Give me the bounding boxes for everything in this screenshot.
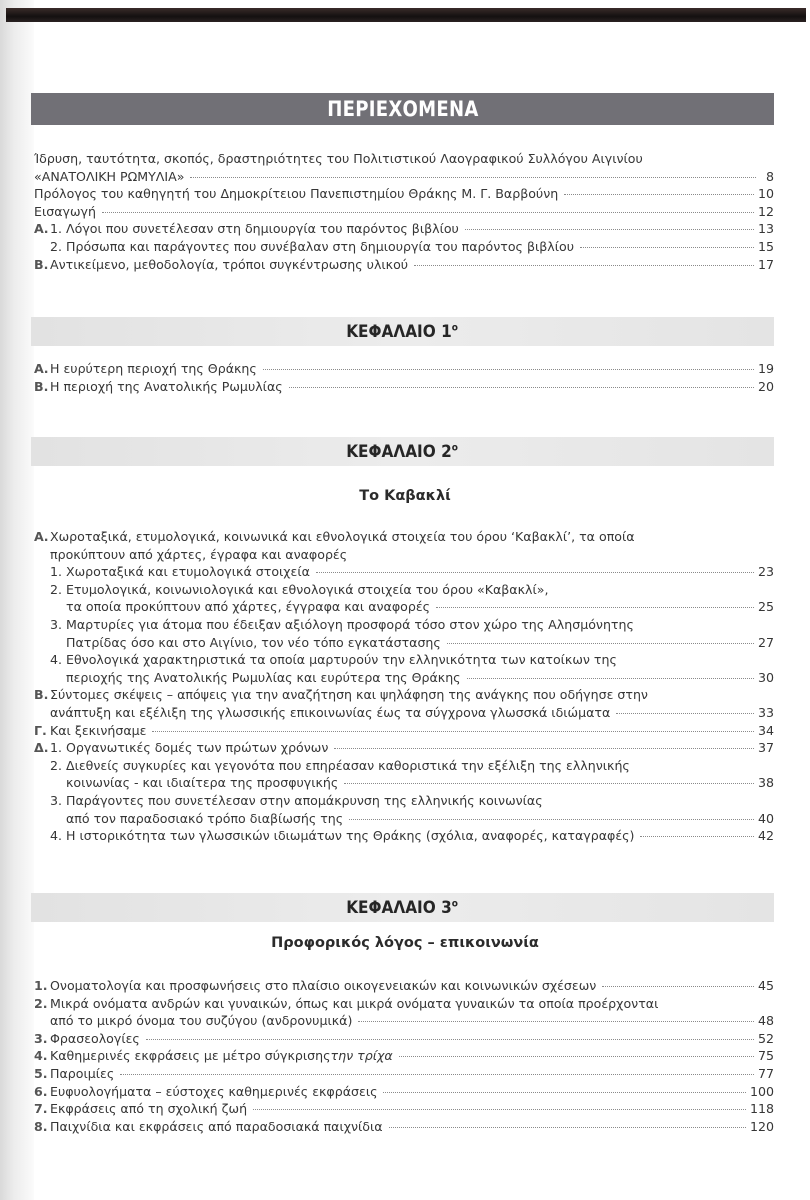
toc-dot-leader [640, 836, 754, 837]
toc-entry-text: Εισαγωγή [34, 203, 96, 219]
toc-page-number: 10 [757, 186, 774, 202]
toc-entry-line[interactable] [34, 757, 774, 775]
toc-entry-text: Αντικείμενο, μεθοδολογία, τρόποι συγκέντρωσης υλικού [50, 256, 409, 272]
toc-entry-text: Η ευρύτερη περιοχή της Θράκης [50, 361, 257, 376]
toc-page-number: 8 [765, 168, 774, 184]
toc-entry-line[interactable] [34, 810, 774, 828]
toc-dot-leader [316, 572, 754, 573]
toc-entry-text: Ονοματολογία και προσφωνήσεις στο πλαίσιο οικογενειακών και κοινωνικών σχέσεων [50, 978, 597, 993]
toc-page-number: 52 [757, 1030, 774, 1046]
toc-entry-text: Εθνολογικά χαρακτηριστικά τα οποία μαρτυρούν την ελληνικότητα των κατοίκων της [66, 652, 617, 668]
toc-entry-line[interactable] [34, 168, 774, 186]
toc-page-number: 15 [757, 238, 774, 254]
toc-page-number: 19 [757, 361, 774, 376]
toc-entry-line[interactable] [34, 977, 774, 995]
toc-entry-label: Β. [34, 256, 49, 272]
toc-entry-label: 3. [34, 1030, 48, 1046]
toc-dot-leader [436, 607, 754, 608]
toc-entry-number: 1. [50, 564, 63, 580]
toc-dot-leader [344, 783, 754, 784]
toc-dot-leader [263, 369, 754, 370]
toc-entry-label: 7. [34, 1101, 48, 1117]
chapter-1-band [31, 317, 774, 346]
toc-entry-label: Δ. [34, 740, 49, 756]
page-binding-shadow [0, 0, 34, 1200]
toc-entry-italic-text: την τρίχα [330, 1048, 393, 1064]
toc-entry-line[interactable] [34, 1065, 774, 1083]
toc-entry-line[interactable] [34, 238, 774, 256]
toc-entry-label: 8. [34, 1118, 48, 1134]
toc-chapter-2-section [34, 528, 774, 845]
toc-entry-line[interactable] [34, 1012, 774, 1030]
chapter-3-band [31, 893, 774, 922]
toc-entry-label: Α. [34, 221, 49, 237]
toc-entry-number: 3. [50, 616, 63, 632]
toc-dot-leader [399, 1056, 754, 1057]
toc-entry-number: 2. [50, 238, 63, 254]
toc-entry-text: Εκφράσεις από τη σχολική ζωή [50, 1101, 248, 1117]
toc-dot-leader [447, 643, 754, 644]
toc-page-number: 75 [757, 1048, 774, 1064]
chapter-3-heading: ΚΕΦΑΛΑΙΟ $3^o$ [346, 897, 459, 918]
toc-entry-number: 4. [50, 828, 63, 844]
chapter-2-subtitle: Το Καβακλί [359, 488, 451, 504]
toc-entry-line[interactable] [34, 150, 774, 168]
toc-dot-leader [383, 1092, 745, 1093]
toc-chapter-1-section [34, 360, 774, 395]
toc-page-number: 77 [757, 1065, 774, 1081]
toc-entry-text: Παράγοντες που συνετέλεσαν στην απομάκρυνση της ελληνικής κοινωνίας [66, 792, 543, 808]
toc-entry-line[interactable] [34, 1100, 774, 1118]
toc-entry-line[interactable] [34, 792, 774, 810]
toc-dot-leader [564, 194, 754, 195]
toc-entry-number: 1. [50, 740, 63, 756]
toc-page-number: 118 [749, 1101, 774, 1117]
toc-entry-line[interactable] [34, 546, 774, 564]
toc-entry-text: Η περιοχή της Ανατολικής Ρωμυλίας [50, 378, 283, 394]
toc-entry-number: 2. [50, 581, 63, 597]
toc-dot-leader [414, 265, 754, 266]
toc-entry-line[interactable] [34, 220, 774, 238]
toc-entry-label: 6. [34, 1083, 48, 1099]
toc-entry-line[interactable] [34, 669, 774, 687]
toc-entry-number: 3. [50, 792, 63, 808]
toc-entry-line[interactable] [34, 563, 774, 581]
toc-entry-text: «ΑΝΑΤΟΛΙΚΗ ΡΩΜΥΛΙΑ» [34, 168, 185, 184]
toc-entry-text: Ίδρυση, ταυτότητα, σκοπός, δραστηριότητες του Πολιτιστικού Λαογραφικού Συλλόγου Αιγινίου [34, 151, 643, 166]
toc-entry-text: Χωροταξικά, ετυμολογικά, κοινωνικά και εθνολογικά στοιχεία του όρου ‘Καβακλί’, τα οποία [50, 529, 635, 544]
toc-dot-leader [120, 1074, 754, 1075]
chapter-2-band [31, 437, 774, 466]
toc-page-number: 120 [749, 1118, 774, 1134]
toc-page-number: 38 [757, 775, 774, 791]
toc-chapter-3-section [34, 977, 774, 1135]
toc-entry-text: Πατρίδας όσο και στο Αιγίνιο, τον νέο τόπο εγκατάστασης [66, 634, 441, 650]
toc-page-number: 45 [757, 978, 774, 993]
toc-entry-text: Μικρά ονόματα ανδρών και γυναικών, όπως και μικρά ονόματα γυναικών τα οποία προέρχονται [50, 995, 659, 1011]
toc-entry-label: Β. [34, 687, 49, 703]
toc-entry-text: προκύπτουν από χάρτες, έγραφα και αναφορές [50, 546, 348, 562]
toc-entry-text: Χωροταξικά και ετυμολογικά στοιχεία [66, 564, 310, 580]
toc-entry-line[interactable] [34, 581, 774, 599]
toc-page-number: 20 [757, 378, 774, 394]
toc-page-number: 48 [757, 1013, 774, 1029]
toc-entry-text: Και ξεκινήσαμε [50, 722, 147, 738]
toc-dot-leader [465, 229, 754, 230]
toc-entry-text: Παιχνίδια και εκφράσεις από παραδοσιακά παιχνίδια [50, 1118, 383, 1134]
toc-entry-text: περιοχής της Ανατολικής Ρωμυλίας και ευρύτερα της Θράκης [66, 669, 461, 685]
toc-entry-number: 2. [50, 757, 63, 773]
toc-entry-text: Καθημερινές εκφράσεις με μέτρο σύγκρισης [50, 1048, 331, 1064]
toc-page-number: 25 [757, 599, 774, 615]
toc-dot-leader [616, 713, 754, 714]
toc-entry-text: Μαρτυρίες για άτομα που έδειξαν αξιόλογη προσφορά τόσο στον χώρο της Αλησμόνητης [66, 616, 634, 632]
toc-entry-label: Γ. [34, 722, 47, 738]
contents-title-band [31, 93, 774, 125]
toc-entry-text: Λόγοι που συνετέλεσαν στη δημιουργία του παρόντος βιβλίου [66, 221, 459, 237]
toc-page-number: 27 [757, 634, 774, 650]
toc-entry-line[interactable] [34, 1030, 774, 1048]
toc-entry-line[interactable] [34, 827, 774, 845]
toc-entry-line[interactable] [34, 203, 774, 221]
scan-top-edge [6, 8, 806, 22]
toc-entry-label: Α. [34, 529, 49, 544]
toc-dot-leader [152, 731, 754, 732]
toc-entry-text: Πρόλογος του καθηγητή του Δημοκρίτειου Πανεπιστημίου Θράκης Μ. Γ. Βαρβούνη [34, 186, 559, 202]
toc-entry-text: Πρόσωπα και παράγοντες που συνέβαλαν στη δημιουργία του παρόντος βιβλίου [66, 238, 574, 254]
toc-entry-line[interactable] [34, 722, 774, 740]
toc-dot-leader [349, 819, 754, 820]
toc-entry-line[interactable] [34, 360, 774, 378]
toc-entry-line[interactable] [34, 378, 774, 396]
toc-entry-line[interactable] [34, 774, 774, 792]
toc-page-number: 17 [757, 256, 774, 272]
toc-page-number: 30 [757, 669, 774, 685]
toc-page-number: 33 [757, 704, 774, 720]
toc-dot-leader [102, 212, 754, 213]
toc-intro-section [34, 150, 774, 273]
toc-entry-label: 1. [34, 978, 48, 993]
toc-entry-line[interactable] [34, 686, 774, 704]
toc-page-number: 100 [749, 1083, 774, 1099]
toc-entry-label: Α. [34, 361, 49, 376]
toc-entry-line[interactable] [34, 616, 774, 634]
toc-entry-text: Διεθνείς συγκυρίες και γεγονότα που επηρέασαν καθοριστικά την εξέλιξη της ελληνικής [66, 757, 630, 773]
toc-entry-text: από το μικρό όνομα του συζύγου (ανδρονυμικά) [50, 1013, 353, 1029]
toc-entry-line[interactable] [34, 1083, 774, 1101]
toc-entry-line[interactable] [34, 1047, 774, 1065]
toc-page-number: 37 [757, 740, 774, 756]
toc-page-number: 40 [757, 810, 774, 826]
toc-dot-leader [146, 1039, 754, 1040]
toc-entry-line[interactable] [34, 185, 774, 203]
toc-entry-line[interactable] [34, 1118, 774, 1136]
toc-entry-label: 5. [34, 1065, 48, 1081]
toc-entry-text: από τον παραδοσιακό τρόπο διαβίωσής της [66, 810, 344, 826]
toc-entry-line[interactable] [34, 704, 774, 722]
toc-entry-text: κοινωνίας - και ιδιαίτερα της προσφυγικής [66, 775, 339, 791]
toc-entry-line[interactable] [34, 739, 774, 757]
toc-dot-leader [580, 247, 754, 248]
chapter-1-heading: ΚΕΦΑΛΑΙΟ $1^o$ [346, 321, 459, 342]
toc-entry-text: Ευφυολογήματα – εύστοχες καθημερινές εκφράσεις [50, 1083, 378, 1099]
chapter-3-subtitle: Προφορικός λόγος – επικοινωνία [271, 935, 539, 951]
toc-dot-leader [389, 1127, 746, 1128]
toc-dot-leader [334, 748, 754, 749]
toc-entry-number: 4. [50, 652, 63, 668]
toc-entry-label: 2. [34, 995, 48, 1011]
toc-dot-leader [602, 986, 754, 987]
toc-dot-leader [358, 1021, 754, 1022]
toc-entry-text: ανάπτυξη και εξέλιξη της γλωσσικής επικοινωνίας έως τα σύγχρονα γλωσσκά ιδιώματα [50, 704, 611, 720]
toc-entry-text: Η ιστορικότητα των γλωσσικών ιδιωμάτων της Θράκης (σχόλια, αναφορές, καταγραφές) [66, 828, 635, 844]
toc-dot-leader [289, 387, 754, 388]
toc-page-number: 42 [757, 828, 774, 844]
toc-entry-text: Φρασεολογίες [50, 1030, 140, 1046]
toc-dot-leader [253, 1109, 746, 1110]
toc-page-number: 13 [757, 221, 774, 237]
toc-entry-label: 4. [34, 1048, 48, 1064]
toc-entry-text: Σύντομες σκέψεις – απόψεις για την αναζήτηση και ψηλάφηση της ανάγκης που οδήγησε στην [50, 687, 648, 703]
toc-page-number: 12 [757, 203, 774, 219]
toc-entry-text: τα οποία προκύπτουν από χάρτες, έγγραφα και αναφορές [66, 599, 431, 615]
toc-entry-line[interactable] [34, 528, 774, 546]
chapter-2-heading: ΚΕΦΑΛΑΙΟ $2^o$ [346, 441, 459, 462]
toc-entry-line[interactable] [34, 634, 774, 652]
toc-dot-leader [467, 678, 754, 679]
toc-dot-leader [190, 177, 756, 178]
toc-page-number: 23 [757, 564, 774, 580]
toc-entry-text: Παροιμίες [50, 1065, 115, 1081]
toc-entry-line[interactable] [34, 995, 774, 1013]
toc-entry-line[interactable] [34, 598, 774, 616]
toc-entry-text: Οργανωτικές δομές των πρώτων χρόνων [66, 740, 329, 756]
toc-entry-line[interactable] [34, 651, 774, 669]
toc-entry-text: Ετυμολογικά, κοινωνιολογικά και εθνολογικά στοιχεία του όρου «Καβακλί», [66, 581, 549, 597]
toc-page-number: 34 [757, 722, 774, 738]
toc-entry-number: 1. [50, 221, 63, 237]
toc-entry-line[interactable] [34, 256, 774, 274]
toc-entry-label: Β. [34, 378, 49, 394]
contents-title: ΠΕΡΙΕΧΟΜΕΝΑ [326, 97, 479, 121]
